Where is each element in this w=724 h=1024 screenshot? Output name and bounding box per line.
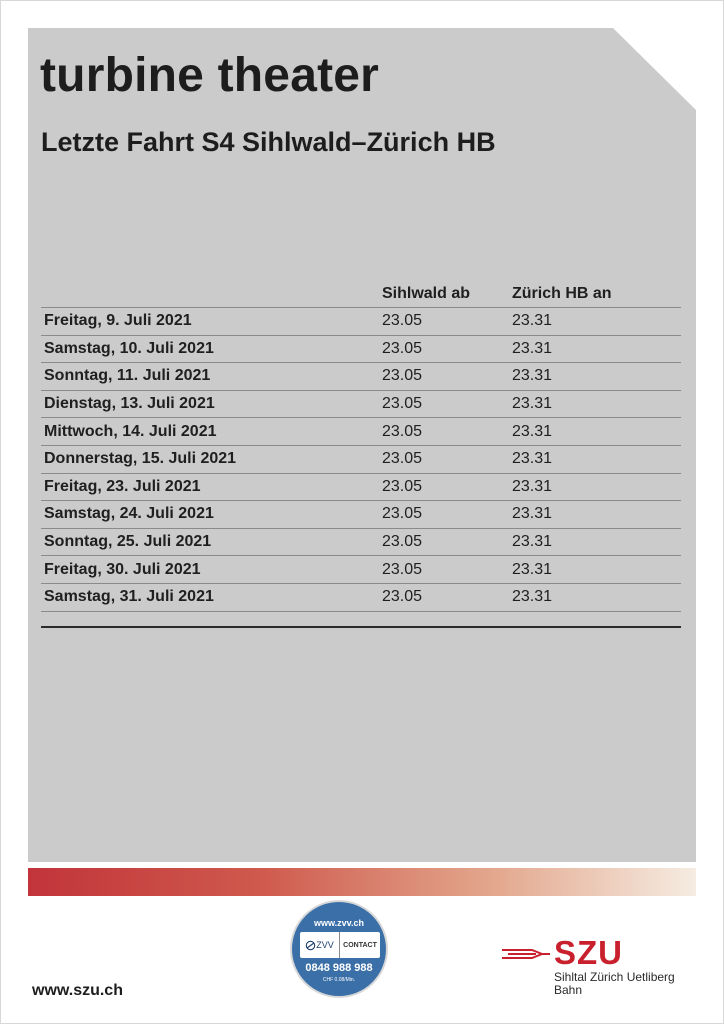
cell-departure: 23.05 <box>382 367 423 385</box>
table-row <box>41 418 681 446</box>
cell-date: Dienstag, 13. Juli 2021 <box>44 395 215 413</box>
cell-departure: 23.05 <box>382 312 423 330</box>
cell-arrival: 23.31 <box>512 505 553 523</box>
cell-arrival: 23.31 <box>512 560 553 578</box>
page-title: turbine theater <box>40 49 380 102</box>
cell-arrival: 23.31 <box>512 312 553 330</box>
table-row <box>41 529 681 557</box>
zvv-logo <box>300 932 340 958</box>
website-link[interactable]: www.szu.ch <box>32 982 123 999</box>
cell-date: Samstag, 24. Juli 2021 <box>44 505 214 523</box>
cell-arrival: 23.31 <box>512 533 553 551</box>
cell-departure: 23.05 <box>382 395 423 413</box>
szu-name-line-2: Bahn <box>554 983 583 997</box>
zvv-contact-label: CONTACT <box>343 941 377 949</box>
cell-date: Donnerstag, 15. Juli 2021 <box>44 450 237 468</box>
cell-date: Samstag, 31. Juli 2021 <box>44 588 214 606</box>
cell-arrival: 23.31 <box>512 588 553 606</box>
timetable <box>41 281 681 612</box>
table-row <box>41 501 681 529</box>
cell-date: Sonntag, 11. Juli 2021 <box>44 367 211 385</box>
table-row <box>41 556 681 584</box>
cell-date: Sonntag, 25. Juli 2021 <box>44 533 212 551</box>
zvv-contact-badge <box>290 900 388 998</box>
cell-date: Freitag, 9. Juli 2021 <box>44 312 192 330</box>
cell-departure: 23.05 <box>382 533 423 551</box>
table-row <box>41 446 681 474</box>
cell-departure: 23.05 <box>382 422 423 440</box>
table-row <box>41 474 681 502</box>
header-departure: Sihlwald ab <box>382 285 471 302</box>
cell-date: Freitag, 23. Juli 2021 <box>44 477 201 495</box>
table-row <box>41 308 681 336</box>
table-row <box>41 336 681 364</box>
szu-arrows-icon <box>502 941 550 967</box>
zvv-phone-number[interactable]: 0848 988 988 <box>305 962 373 974</box>
brand-gradient-bar <box>28 868 696 896</box>
zvv-call-fee: CHF 0.08/Min. <box>322 977 356 983</box>
cell-date: Samstag, 10. Juli 2021 <box>44 339 214 357</box>
zvv-logo-icon <box>305 940 316 951</box>
cell-departure: 23.05 <box>382 450 423 468</box>
cell-date: Mittwoch, 14. Juli 2021 <box>44 422 217 440</box>
cell-arrival: 23.31 <box>512 477 553 495</box>
cell-departure: 23.05 <box>382 477 423 495</box>
timetable-header <box>41 281 681 308</box>
cell-departure: 23.05 <box>382 588 423 606</box>
zvv-url[interactable]: www.zvv.ch <box>313 918 364 928</box>
page-subtitle: Letzte Fahrt S4 Sihlwald–Zürich HB <box>41 127 496 157</box>
header-arrival: Zürich HB an <box>512 285 612 302</box>
cell-arrival: 23.31 <box>512 339 553 357</box>
table-row <box>41 584 681 612</box>
table-row <box>41 391 681 419</box>
zvv-card <box>300 932 380 958</box>
table-row <box>41 363 681 391</box>
cell-departure: 23.05 <box>382 339 423 357</box>
cell-arrival: 23.31 <box>512 367 553 385</box>
szu-name-line-1: Sihltal Zürich Uetliberg <box>554 970 675 984</box>
szu-wordmark: SZU <box>554 934 623 971</box>
cell-arrival: 23.31 <box>512 395 553 413</box>
cell-arrival: 23.31 <box>512 422 553 440</box>
table-end-divider <box>41 626 681 628</box>
cell-arrival: 23.31 <box>512 450 553 468</box>
cell-departure: 23.05 <box>382 560 423 578</box>
zvv-logo-text: ZVV <box>316 940 334 950</box>
szu-logo <box>502 936 702 1006</box>
timetable-body <box>41 308 681 612</box>
cell-date: Freitag, 30. Juli 2021 <box>44 560 201 578</box>
szu-full-name <box>554 971 704 997</box>
cell-departure: 23.05 <box>382 505 423 523</box>
